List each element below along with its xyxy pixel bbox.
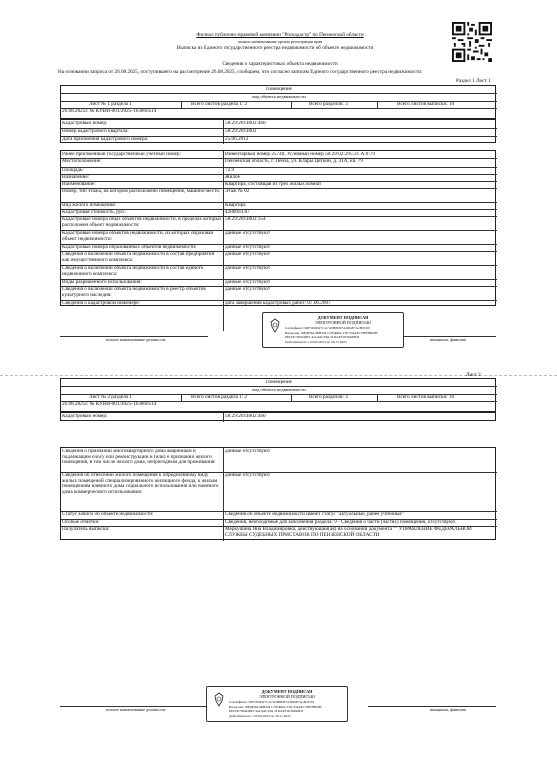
object-type: Помещение [266,380,292,385]
special-fund-label: Сведения об отнесении жилого помещения к определенному виду жилых помещений специализированного жилищного фонда, к жилым помещениям наемного дома социального использования или наемного дома коммерческого использования: [62,473,219,495]
recipient-label: Получатель выписки: [62,527,110,532]
detail-row-value: данные отсутствуют [225,287,271,292]
detail-row-value: Квартира, состоящая из трех жилых комнат [225,182,322,187]
document-title: Выписка из Единого государственного реестра недвижимости об объекте недвижимости [176,45,374,51]
detail-row-label: Сведения о включении объекта недвижимости в реестр объектов культурного наследия: [62,287,206,298]
detail-row-value: 4280093.87 [225,210,250,215]
detail-row-label: Номер, тип этажа, на котором расположено помещение, машино-место: [62,189,221,194]
stamp-validity: Действителен: с 05.09.2024 по 29.11.2025 [229,714,291,718]
detail-row-value: данные отсутствуют [225,245,271,250]
detail-row-value: Квартира [225,203,246,208]
detail-row-label: Виды разрешенного использования: [62,280,142,285]
sheets-total: Всего листов выписки: 10 [397,395,455,400]
detail-row-value: 72.9 [225,168,235,173]
stamp-title: ДОКУМЕНТ ПОДПИСАН [317,315,369,320]
detail-row-label: Назначение: [62,175,90,180]
emblem-icon [267,318,283,334]
signature-name-label: инициалы, фамилия [430,337,466,342]
cad-row-value: 58:29:2014002:460 [225,414,266,419]
emergency-status-label: Сведения о признании многоквартирного дома аварийным и подлежащим сносу или реконструкции и (или) о признании жилого помещения, в том числе жилого дома, непригодным для проживания: [62,449,216,466]
sheet2-header-table [60,378,496,412]
object-type-note: вид объекта недвижимости [252,387,306,392]
stamp-title: ДОКУМЕНТ ПОДПИСАН [261,689,313,694]
cad-row-label: Кадастровый номер: [62,121,108,126]
detail-row-value: данные отсутствуют [225,266,271,271]
record-status-label: Статус записи об объекте недвижимости: [62,512,154,517]
sections-total: Всего разделов: 3 [309,395,348,400]
signature-position-label: полное наименование должности [106,707,166,712]
document-number: 26.08.2025г. № КУВИ-001/2025-163060514 [62,402,157,407]
detail-row-label: Наименование: [62,182,96,187]
stamp-subtitle: ЭЛЕКТРОННОЙ ПОДПИСЬЮ [314,320,372,325]
cad-row-label: Кадастровый номер: [62,414,108,419]
sheet-number: Лист № 2 раздела 1 [89,395,132,400]
cad-row-value: 58:29:2014002:460 [225,121,266,126]
detail-row-value: 58:29:2014002:354 [225,217,266,222]
detail-row-value: данные отсутствуют [225,280,271,285]
document-subtitle: Сведения о характеристиках объекта недвижимости [222,61,338,67]
detail-row-label: Вид жилого помещения: [62,203,117,208]
sheet1-detail-table [60,150,496,306]
cad-row-value: 25.06.2012 [225,137,249,142]
cad-row-label: Номер кадастрового квартала: [62,129,129,134]
request-basis: На основании запроса от 26.08.2025, поступившего на рассмотрение 26.08.2025, сообщаем, что согласно записям Единого государственного реестра недвижимости: [58,69,423,75]
stamp-owner: Владелец: ФЕДЕРАЛЬНАЯ СЛУЖБА ГОСУДАРСТВЕННОЙ [229,705,322,709]
detail-row-label: Ранее присвоенный государственный учетный номер: [62,152,181,157]
stamp-owner: Владелец: ФЕДЕРАЛЬНАЯ СЛУЖБА ГОСУДАРСТВЕННОЙ [285,331,378,335]
detail-row-value: данные отсутствуют [225,252,271,257]
emergency-status-value: данные отсутствуют [225,449,271,454]
sheets-in-section: Всего листов раздела 1: 2 [191,102,248,107]
detail-row-value: Пензенская область, г. Пенза, ул. Клары Цеткин, д. 31А, кв. 79 [225,159,363,164]
sheet1-header-table [60,85,496,119]
signature-position-label: полное наименование должности [106,337,166,342]
detail-row-value: данные отсутствуют [225,231,271,236]
detail-row-label: Сведения о кадастровом инженере: [62,301,140,306]
detail-row-value: Жилое [225,175,240,180]
sheet2-cadastral-table [60,412,496,421]
cad-row-value: 58:29:2014002 [225,129,257,134]
detail-row-label: Кадастровые номера объектов недвижимости, из которых образован объект недвижимости: [62,231,214,242]
detail-row-value: дата завершения кадастровых работ: 07.06.2007 [225,301,331,306]
stamp-certificate: Сертификат: 00F5D2D27CA7A5B8D97A0D4E7A1B2C09 [229,700,314,704]
electronic-signature-stamp [206,686,348,722]
sheets-total: Всего листов выписки: 10 [397,102,455,107]
detail-row-value: Инвентарный номер 25740, Условный номер 58:29:02:295:31 А:0:79 [225,152,375,157]
object-type-note: вид объекта недвижимости [252,94,306,99]
recipient-value: Меркушина Яна Владимировна, действующий(ая) на основании документа "" УПРАВЛЕНИЕ ФЕДЕРАЛЬНОЙ СЛУЖБЫ СУДЕБНЫХ ПРИСТАВОВ ПО ПЕНЗЕНСКОЙ ОБЛАСТИ [225,527,472,538]
authority-note: полное наименование органа регистрации прав [237,39,323,44]
special-fund-value: данные отсутствуют [225,473,271,478]
stamp-owner-cont: РЕГИСТРАЦИИ, КАДАСТРА И КАРТОГРАФИИ [285,335,359,339]
detail-row-label: Сведения о включении объекта недвижимости в состав единого недвижимого комплекса: [62,266,204,277]
stamp-validity: Действителен: с 05.09.2024 по 29.11.2025 [285,340,347,344]
detail-row-label: Площадь: [62,168,84,173]
sections-total: Всего разделов: 3 [309,102,348,107]
detail-row-label: Сведения о включении объекта недвижимости в состав предприятия как имущественного комплекса: [62,252,214,263]
sheet2-label: Лист 2 [466,372,481,378]
special-notes-value: Сведения, необходимые для заполнения раздела: 9 - Сведения о части (частях) помещения, отсутствуют. [225,520,457,525]
detail-row-label: Кадастровая стоимость, руб.: [62,210,127,215]
stamp-owner-cont: РЕГИСТРАЦИИ, КАДАСТРА И КАРТОГРАФИИ [229,709,303,713]
cad-row-label: Дата присвоения кадастрового номера: [62,137,149,142]
record-status-value: Сведения об объекте недвижимости имеют статус "актуальные, ранее учтенные" [225,512,404,517]
detail-row-value: Этаж № 02 [225,189,250,194]
signature-name-label: инициалы, фамилия [430,707,466,712]
sheets-in-section: Всего листов раздела 1: 2 [191,395,248,400]
section-label: Раздел 1 Лист 1 [456,78,491,84]
emblem-icon [211,692,227,708]
stamp-certificate: Сертификат: 00F5D2D27CA7A5B8D97A0D4E7A1B2C09 [285,326,370,330]
stamp-subtitle: ЭЛЕКТРОННОЙ ПОДПИСЬЮ [258,694,316,699]
detail-row-label: Кадастровые номера иных объектов недвижимости, в пределах которых расположен объект недвижимости: [62,217,222,228]
detail-row-label: Местоположение: [62,159,102,164]
authority-name: Филиал публично-правовой компании "Роскадастр" по Пензенской области [196,32,364,38]
electronic-signature-stamp [262,312,404,348]
sheet2-detail-table [60,447,496,540]
special-notes-label: Особые отметки: [62,520,100,525]
sheet1-cadastral-table [60,119,496,143]
sheet-number: Лист № 1 раздела 1 [89,102,132,107]
object-type: Помещение [266,87,292,92]
detail-row-label: Кадастровые номера образованных объектов недвижимости: [62,245,197,250]
document-number: 26.08.2025г. № КУВИ-001/2025-163060514 [62,109,157,114]
